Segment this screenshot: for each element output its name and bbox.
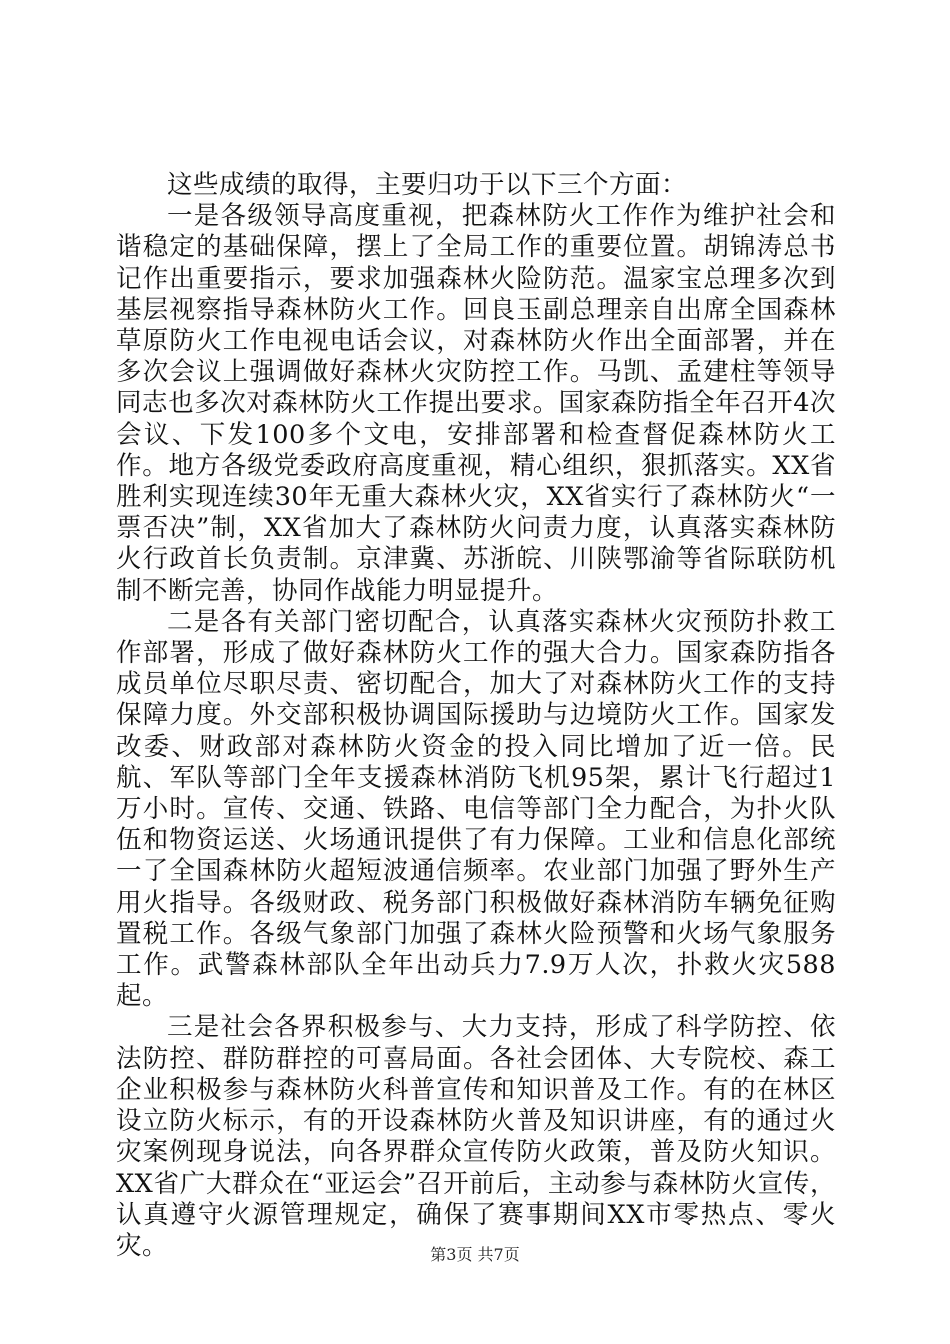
document-body [116,170,836,1262]
paragraph-one: 一是各级领导高度重视，把森林防火工作作为维护社会和谐稳定的基础保障，摆上了全局工作的重要位置。胡锦涛总书记作出重要指示，要求加强森林火险防范。温家宝总理多次到基层视察指导森林防火工作。回良玉副总理亲自出席全国森林草原防火工作电视电话会议，对森林防火作出全面部署，并在多次会议上强调做好森林火灾防控工作。马凯、孟建柱等领导同志也多次对森林防火工作提出要求。国家森防指全年召开4次会议、下发100多个文电，安排部署和检查督促森林防火工作。地方各级党委政府高度重视，精心组织，狠抓落实。XX省胜利实现连续30年无重大森林火灾，XX省实行了森林防火“一票否决”制，XX省加大了森林防火问责力度，认真落实森林防火行政首长负责制。京津冀、苏浙皖、川陕鄂渝等省际联防机制不断完善，协同作战能力明显提升。 [116,201,836,606]
page-number-footer: 第3页 共7页 [430,1245,520,1264]
paragraph-intro: 这些成绩的取得，主要归功于以下三个方面： [167,170,688,200]
paragraph-two: 二是各有关部门密切配合，认真落实森林火灾预防扑救工作部署，形成了做好森林防火工作的强大合力。国家森防指各成员单位尽职尽责、密切配合，加大了对森林防火工作的支持保障力度。外交部积极协调国际援助与边境防火工作。国家发改委、财政部对森林防火资金的投入同比增加了近一倍。民航、军队等部门全年支援森林消防飞机95架，累计飞行超过1万小时。宣传、交通、铁路、电信等部门全力配合，为扑火队伍和物资运送、火场通讯提供了有力保障。工业和信息化部统一了全国森林防火超短波通信频率。农业部门加强了野外生产用火指导。各级财政、税务部门积极做好森林消防车辆免征购置税工作。各级气象部门加强了森林火险预警和火场气象服务工作。武警森林部队全年出动兵力7.9万人次，扑救火灾588起。 [116,606,836,1012]
paragraph-three: 三是社会各界积极参与、大力支持，形成了科学防控、依法防控、群防群控的可喜局面。各社会团体、大专院校、森工企业积极参与森林防火科普宣传和知识普及工作。有的在林区设立防火标示，有的开设森林防火普及知识讲座，有的通过火灾案例现身说法，向各界群众宣传防火政策，普及防火知识。XX省广大群众在“亚运会”召开前后，主动参与森林防火宣传，认真遵守火源管理规定，确保了赛事期间XX市零热点、零火灾。 [116,1012,836,1261]
